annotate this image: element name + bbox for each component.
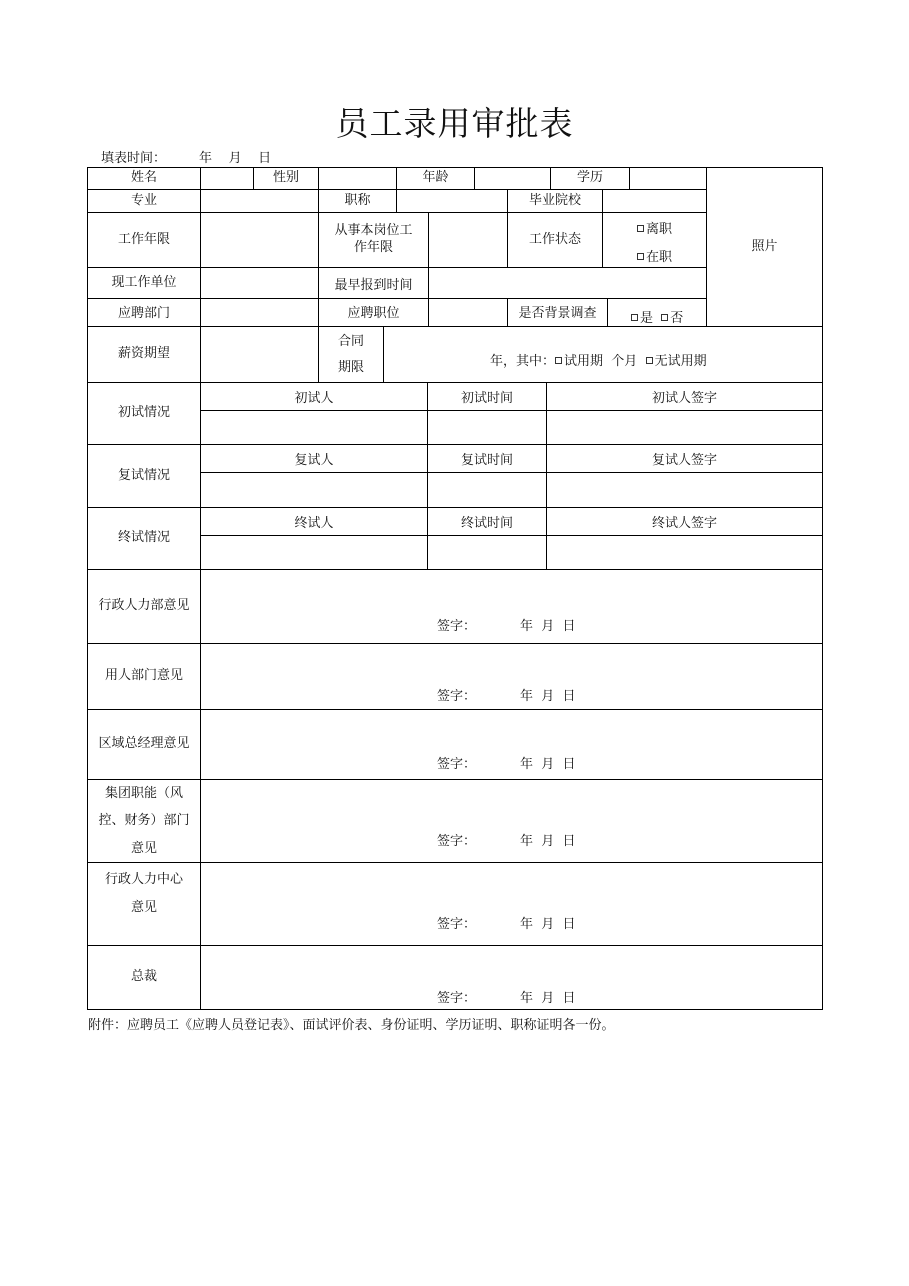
checkbox-icon[interactable] xyxy=(631,314,638,321)
first-interview-time-header: 初试时间 xyxy=(460,391,513,407)
opinion-field[interactable] xyxy=(201,863,822,945)
yes-option[interactable]: 是 xyxy=(631,311,653,326)
work-status-label: 工作状态 xyxy=(528,231,581,247)
checkbox-icon[interactable] xyxy=(661,314,668,321)
professional-title-field[interactable] xyxy=(397,190,507,212)
background-check-label: 是否背景调查 xyxy=(518,305,597,321)
second-interview-label: 复试情况 xyxy=(117,467,170,483)
signature-date: 年 月 日 xyxy=(520,917,576,932)
applied-dept-label: 应聘部门 xyxy=(117,305,170,321)
final-interviewer-signature-header: 终试人签字 xyxy=(651,516,717,532)
final-interview-label: 终试情况 xyxy=(117,530,170,546)
first-interviewer-signature-header: 初试人签字 xyxy=(651,391,717,407)
earliest-date-field[interactable] xyxy=(429,268,706,298)
final-interviewer-field[interactable] xyxy=(201,536,427,569)
name-label: 姓名 xyxy=(130,170,157,186)
education-label: 学历 xyxy=(576,170,603,186)
applied-dept-field[interactable] xyxy=(201,299,318,326)
opinion-label: 用人部门意见 xyxy=(104,668,183,684)
salary-expectation-field[interactable] xyxy=(201,327,318,382)
post-years-field[interactable] xyxy=(429,213,507,267)
second-interviewer-field[interactable] xyxy=(201,473,427,507)
work-years-field[interactable] xyxy=(201,213,318,267)
second-interviewer-header: 复试人 xyxy=(294,453,334,469)
second-interviewer-signature-header: 复试人签字 xyxy=(651,453,717,469)
final-interviewer-header: 终试人 xyxy=(294,516,334,532)
opinion-label: 总裁 xyxy=(130,969,157,985)
checkbox-icon[interactable] xyxy=(637,225,644,232)
second-interviewer-signature-field[interactable] xyxy=(547,473,822,507)
first-interviewer-signature-field[interactable] xyxy=(547,411,822,444)
contract-term-text: 年，其中： 试用期 个月 无试用期 xyxy=(490,354,707,369)
professional-title-label: 职称 xyxy=(344,192,371,208)
first-interview-time-field[interactable] xyxy=(428,411,546,444)
final-interviewer-signature-field[interactable] xyxy=(547,536,822,569)
fill-date-line: 填表时间： 年 月 日 xyxy=(101,151,272,166)
opinion-field[interactable] xyxy=(201,570,822,643)
signature-label: 签字： xyxy=(437,991,477,1006)
education-field[interactable] xyxy=(630,168,706,189)
signature-date: 年 月 日 xyxy=(520,757,576,772)
applied-position-label: 应聘职位 xyxy=(347,305,400,321)
second-interview-time-header: 复试时间 xyxy=(460,453,513,469)
opinion-label: 区域总经理意见 xyxy=(98,736,190,752)
no-trial-option[interactable]: 无试用期 xyxy=(646,354,707,369)
trial-option[interactable]: 试用期 xyxy=(555,354,603,369)
work-years-label: 工作年限 xyxy=(117,231,170,247)
signature-label: 签字： xyxy=(437,619,477,634)
contract-term-label: 合同 期限 xyxy=(337,333,364,375)
final-interview-time-header: 终试时间 xyxy=(460,516,513,532)
opinion-field[interactable] xyxy=(201,710,822,779)
first-interviewer-header: 初试人 xyxy=(294,391,334,407)
age-field[interactable] xyxy=(475,168,550,189)
checkbox-icon[interactable] xyxy=(555,357,562,364)
employed-option[interactable]: 在职 xyxy=(637,246,672,265)
applied-position-field[interactable] xyxy=(429,299,507,326)
signature-label: 签字： xyxy=(437,689,477,704)
attachment-note: 附件：应聘员工《应聘人员登记表》、面试评价表、身份证明、学历证明、职称证明各一份。 xyxy=(88,1018,615,1033)
photo-area[interactable]: 照片 xyxy=(751,238,778,254)
signature-date: 年 月 日 xyxy=(520,991,576,1006)
opinion-label: 行政人力中心 意见 xyxy=(104,872,183,915)
first-interviewer-field[interactable] xyxy=(201,411,427,444)
final-interview-time-field[interactable] xyxy=(428,536,546,569)
checkbox-icon[interactable] xyxy=(637,253,644,260)
school-field[interactable] xyxy=(603,190,706,212)
gender-label: 性别 xyxy=(272,170,299,186)
signature-date: 年 月 日 xyxy=(520,689,576,704)
bg-check-options xyxy=(631,307,683,326)
current-employer-label: 现工作单位 xyxy=(111,274,177,290)
checkbox-icon[interactable] xyxy=(646,357,653,364)
second-interview-time-field[interactable] xyxy=(428,473,546,507)
current-employer-field[interactable] xyxy=(201,268,318,298)
signature-date: 年 月 日 xyxy=(520,619,576,634)
signature-date: 年 月 日 xyxy=(520,834,576,849)
earliest-date-label: 最早报到时间 xyxy=(334,277,413,293)
age-label: 年龄 xyxy=(422,170,449,186)
opinion-field[interactable] xyxy=(201,644,822,709)
opinion-field[interactable] xyxy=(201,780,822,862)
opinion-label: 集团职能（风 控、财务）部门 意见 xyxy=(98,786,190,856)
signature-label: 签字： xyxy=(437,757,477,772)
opinion-field[interactable] xyxy=(201,946,822,1009)
opinion-label: 行政人力部意见 xyxy=(98,598,190,614)
major-label: 专业 xyxy=(130,192,157,208)
resigned-option[interactable]: 离职 xyxy=(637,218,672,237)
name-field[interactable] xyxy=(201,168,253,189)
gender-field[interactable] xyxy=(319,168,396,189)
first-interview-label: 初试情况 xyxy=(117,405,170,421)
major-field[interactable] xyxy=(201,190,318,212)
signature-label: 签字： xyxy=(437,834,477,849)
signature-label: 签字： xyxy=(437,917,477,932)
no-option[interactable]: 否 xyxy=(661,311,683,326)
salary-expectation-label: 薪资期望 xyxy=(117,346,170,362)
page-title: 员工录用审批表 xyxy=(335,104,574,143)
school-label: 毕业院校 xyxy=(528,192,581,208)
post-years-label: 从事本岗位工 作年限 xyxy=(334,223,413,255)
